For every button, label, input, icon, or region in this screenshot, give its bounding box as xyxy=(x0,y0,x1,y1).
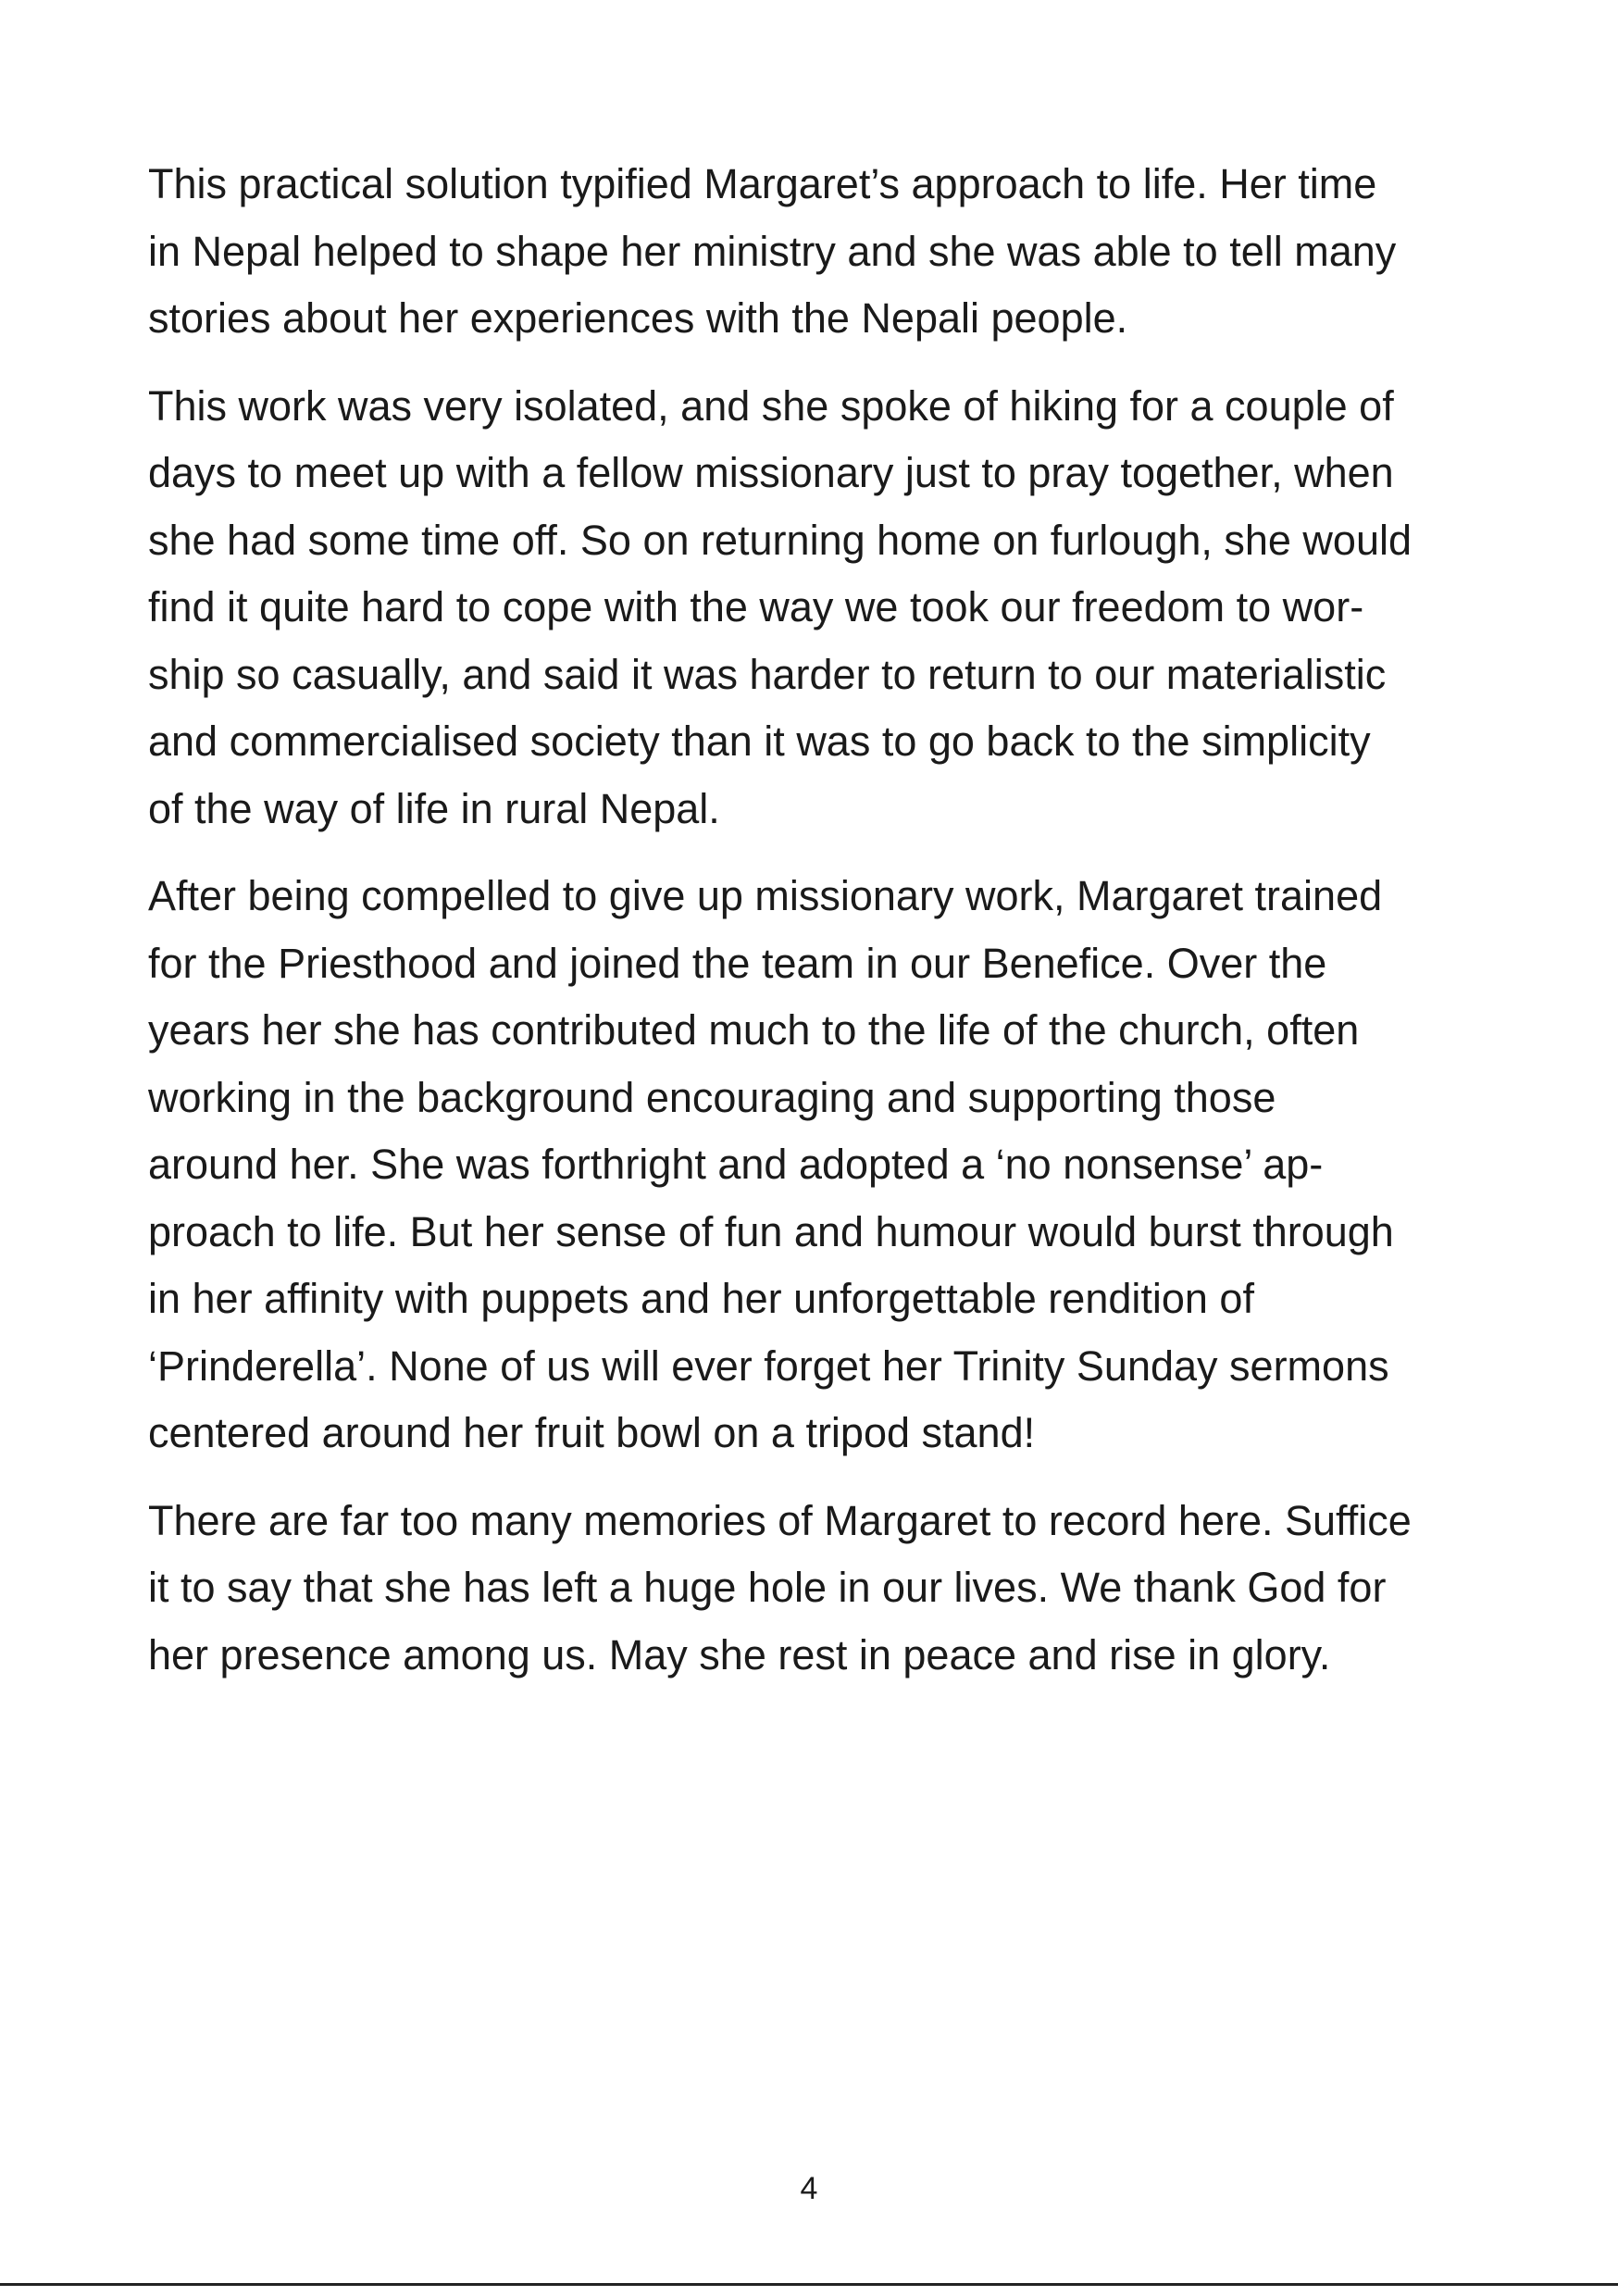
text-line: in Nepal helped to shape her ministry and she was able to tell many xyxy=(148,227,1397,275)
paragraph-4 xyxy=(148,1488,1481,1690)
text-line: After being compelled to give up missionary work, Margaret trained xyxy=(148,872,1383,919)
paragraph-3 xyxy=(148,863,1481,1467)
text-line: her presence among us. May she rest in peace and rise in glory. xyxy=(148,1630,1331,1678)
text-line: working in the background encouraging and supporting those xyxy=(148,1073,1276,1121)
text-line: days to meet up with a fellow missionary just to pray together, when xyxy=(148,449,1394,496)
text-line: of the way of life in rural Nepal. xyxy=(148,784,720,832)
paragraph-1 xyxy=(148,151,1481,353)
body-text xyxy=(148,151,1481,1709)
text-line: for the Priesthood and joined the team in our Benefice. Over the xyxy=(148,939,1327,987)
text-line: stories about her experiences with the Nepali people. xyxy=(148,294,1128,342)
page-number: 4 xyxy=(800,2171,818,2206)
text-line: This work was very isolated, and she spoke of hiking for a couple of xyxy=(148,381,1394,430)
text-line: proach to life. But her sense of fun and humour would burst through xyxy=(148,1207,1394,1255)
text-line: This practical solution typified Margaret’s approach to life. Her time xyxy=(148,160,1377,207)
text-line: years her she has contributed much to the life of the church, often xyxy=(148,1006,1360,1054)
text-line: ship so casually, and said it was harder to return to our materialistic xyxy=(148,650,1387,698)
text-line: and commercialised society than it was to go back to the simplicity xyxy=(148,718,1371,765)
text-line: it to say that she has left a huge hole in our lives. We thank God for xyxy=(148,1564,1387,1611)
paragraph-2 xyxy=(148,373,1481,843)
text-line: centered around her fruit bowl on a tripod stand! xyxy=(148,1409,1036,1456)
text-line: she had some time off. So on returning home on furlough, she would xyxy=(148,516,1413,564)
page-bottom-rule xyxy=(0,2283,1618,2286)
text-line: around her. She was forthright and adopted a ‘no nonsense’ ap- xyxy=(148,1141,1324,1188)
text-line: in her affinity with puppets and her unforgettable rendition of xyxy=(148,1275,1254,1322)
text-line: ‘Prinderella’. None of us will ever forget her Trinity Sunday sermons xyxy=(148,1341,1389,1390)
text-line: There are far too many memories of Margaret to record here. Suffice xyxy=(148,1496,1412,1544)
text-line: find it quite hard to cope with the way we took our freedom to wor- xyxy=(148,583,1364,630)
